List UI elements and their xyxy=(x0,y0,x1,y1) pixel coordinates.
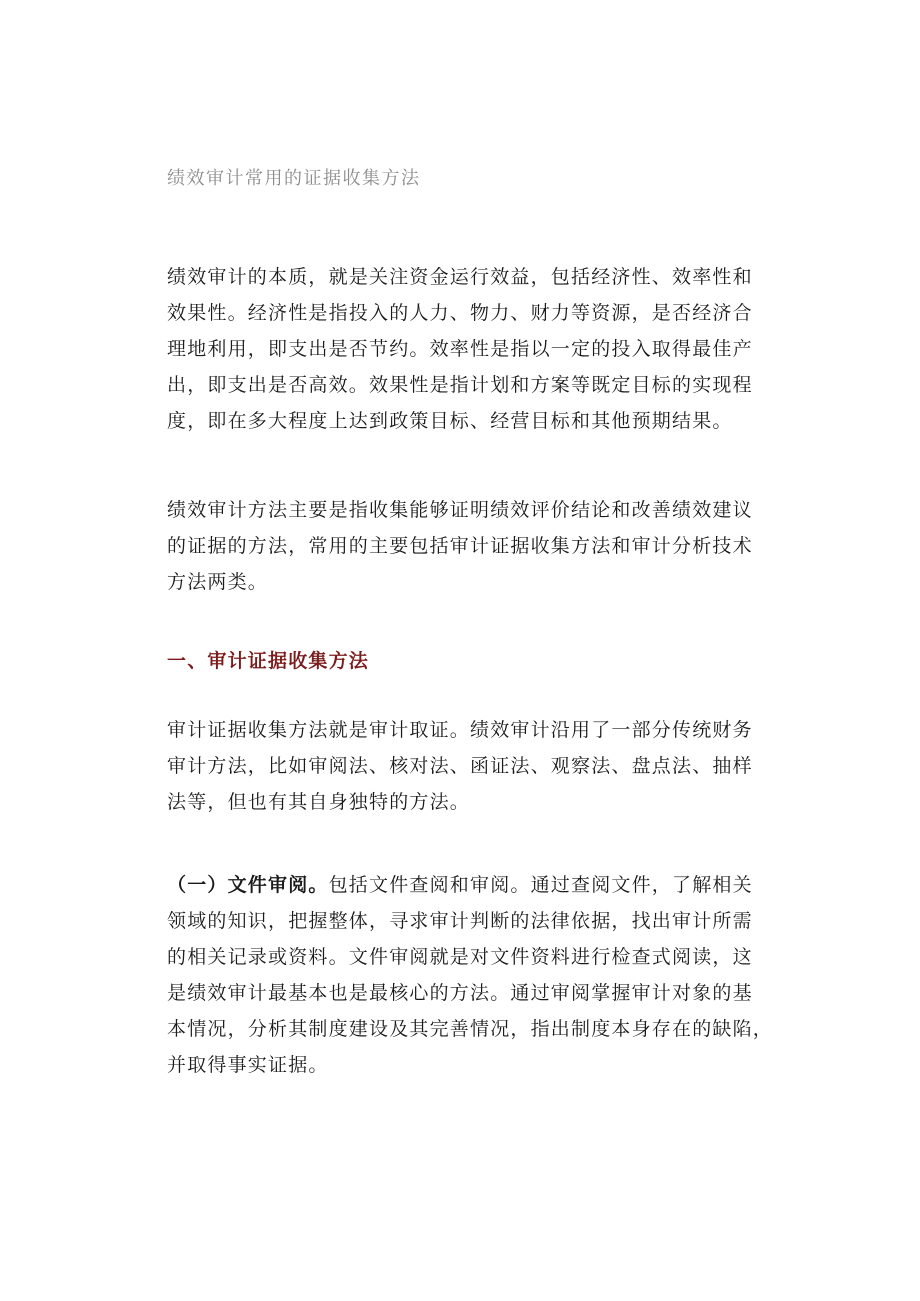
paragraph-text: 包括文件查阅和审阅。通过查阅文件，了解相关 xyxy=(328,874,753,896)
paragraph-line: 理地利用，即支出是否节约。效率性是指以一定的投入取得最佳产 xyxy=(167,338,753,360)
section-heading: 一、审计证据收集方法 xyxy=(167,650,370,672)
paragraph-intro xyxy=(167,259,757,439)
paragraph-line: 审计方法，比如审阅法、核对法、函证法、观察法、盘点法、抽样 xyxy=(167,755,753,777)
paragraph-line: 的相关记录或资料。文件审阅就是对文件资料进行检查式阅读，这 xyxy=(167,946,753,968)
paragraph-line: 法等，但也有其自身独特的方法。 xyxy=(167,791,471,813)
paragraph-line xyxy=(167,867,757,903)
paragraph-line: 审计证据收集方法就是审计取证。绩效审计沿用了一部分传统财务 xyxy=(167,719,753,741)
paragraph-document-review xyxy=(167,867,774,1083)
paragraph-line: 的证据的方法，常用的主要包括审计证据收集方法和审计分析技术 xyxy=(167,535,753,557)
paragraph-line: 是绩效审计最基本也是最核心的方法。通过审阅掌握审计对象的基 xyxy=(167,982,753,1004)
paragraph-line: 效果性。经济性是指投入的人力、物力、财力等资源，是否经济合 xyxy=(167,302,753,324)
paragraph-evidence xyxy=(167,712,757,820)
paragraph-line: 并取得事实证据。 xyxy=(167,1054,329,1076)
subsection-lead: （一）文件审阅。 xyxy=(167,874,329,896)
paragraph-methods xyxy=(167,492,757,600)
paragraph-line: 绩效审计方法主要是指收集能够证明绩效评价结论和改善绩效建议 xyxy=(167,499,753,521)
paragraph-line: 度，即在多大程度上达到政策目标、经营目标和其他预期结果。 xyxy=(167,410,733,432)
paragraph-line: 本情况，分析其制度建设及其完善情况，指出制度本身存在的缺陷， xyxy=(167,1018,774,1040)
paragraph-line: 领域的知识，把握整体，寻求审计判断的法律依据，找出审计所需 xyxy=(167,910,753,932)
document-title: 绩效审计常用的证据收集方法 xyxy=(167,168,421,189)
paragraph-line: 方法两类。 xyxy=(167,571,269,593)
paragraph-line: 绩效审计的本质，就是关注资金运行效益，包括经济性、效率性和 xyxy=(167,266,753,288)
paragraph-line: 出，即支出是否高效。效果性是指计划和方案等既定目标的实现程 xyxy=(167,374,753,396)
